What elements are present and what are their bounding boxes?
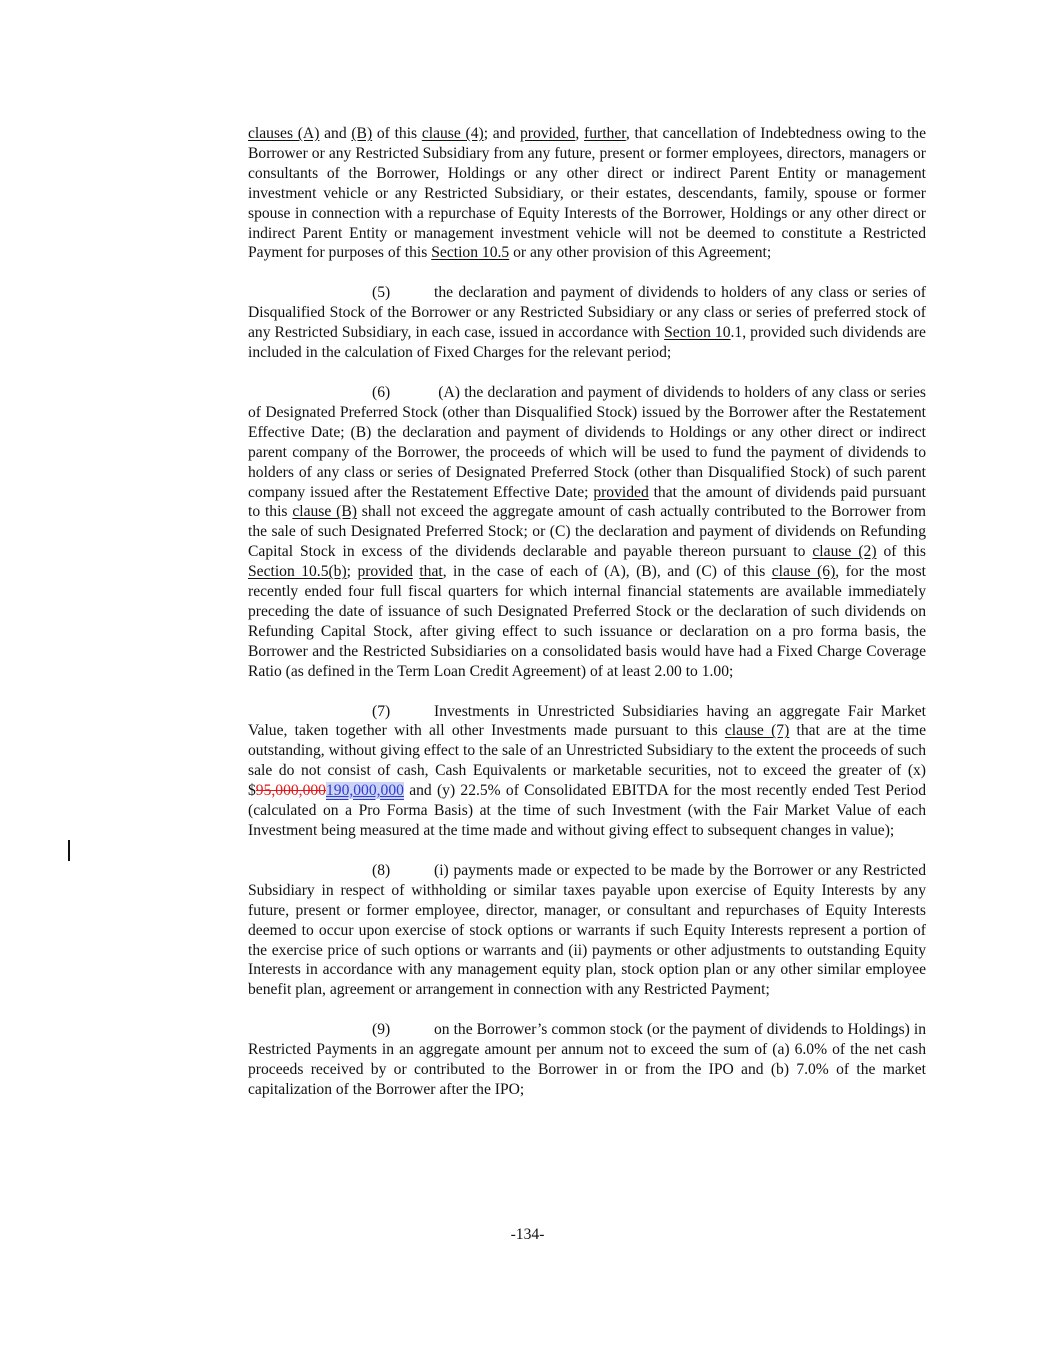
clause-number: (9) — [372, 1021, 391, 1039]
text: and — [319, 125, 352, 142]
text: that are at the time outstanding, without giving effect to the sale of an Unrestricted Subsidiary to the extent the proceeds of such sale do not consist of cash, Cash Equivalents or marketable securities, not to exceed the greater of (x) $ — [248, 722, 927, 800]
text: the declaration and payment of dividends to holders of any class or series of Disqualified Stock of the Borrower or any Restricted Subsidiary or any class or series of preferred stock of any Restricted Subsidiary, in each case, issued in accordance with — [248, 284, 926, 342]
cross-reference: clause (7) — [724, 722, 790, 740]
defined-term: provided — [357, 563, 413, 581]
text: , for the most recently ended four full fiscal quarters for which internal financial statements are available immediately preceding the date of issuance of such Designated Preferred Stock or the declaration of such dividends on Refunding Capital Stock, after giving effect to such issuance or declaration on a pro forma basis, the Borrower and the Restricted Subsidiaries on a consolidated basis would have had a Fixed Charge Coverage Ratio (as defined in the Term Loan Credit Agreement) of at least 2.00 to 1.00; — [248, 563, 927, 680]
paragraph-clause-7 — [248, 702, 926, 841]
text: and (y) 22.5% of Consolidated EBITDA for the most recently ended Test Period (calculated on a Pro Forma Basis) at the time of such Investment (with the Fair Market Value of each Investment being measured at the time made and without giving effect to subsequent changes in value); — [248, 782, 926, 839]
defined-term: provided — [519, 125, 576, 142]
text: .1, provided such dividends are included in the calculation of Fixed Charges for the relevant period; — [248, 324, 926, 362]
cross-reference: clauses (A) — [248, 125, 320, 142]
text: , that cancellation of Indebtedness owing to the Borrower or any Restricted Subsidiary from any future, present or former employees, directors, managers or consultants of the Borrower, Holdings or any other direct or indirect Parent Entity or management investment vehicle or any Restricted Subsidiary, or their estates, descendants, family, spouse or former spouse in connection with a repurchase of Equity Interests of the Borrower, Holdings or any other direct or indirect Parent Entity or management investment vehicle will not be deemed to constitute a Restricted Payment for purposes of this — [248, 125, 927, 262]
text: (i) payments made or expected to be made by the Borrower or any Restricted Subsidiary in respect of withholding or similar taxes payable upon exercise of Equity Interests by any future, present or former employee, director, manager, or consultant and repurchases of Equity Interests deemed to occur upon exercise of stock options or warrants if such Equity Interests represent a portion of the exercise price of such options or warrants and (ii) payments or other adjustments to outstanding Equity Interests in accordance with any management equity plan, stock option plan or any other similar employee benefit plan, agreement or arrangement in connection with any Restricted Payment; — [248, 861, 926, 999]
paragraph-clause-5 — [248, 283, 926, 363]
text: of this — [876, 543, 926, 561]
document-body — [248, 124, 926, 1120]
text: , in the case of each of (A), (B), and (C) of this — [442, 563, 772, 581]
clause-number: (7) — [372, 702, 391, 720]
cross-reference: Section 10.5(b) — [248, 563, 347, 581]
cross-reference: Section 10 — [664, 324, 731, 342]
deleted-amount: 95,000,000 — [255, 782, 326, 800]
inserted-amount: 190,000,000 — [325, 782, 404, 800]
text: on the Borrower’s common stock (or the payment of dividends to Holdings) in Restricted Payments in an aggregate amount per annum not to exceed the sum of (a) 6.0% of the net cash proceeds received by or contributed to the Borrower in or from the IPO and (b) 7.0% of the market capitalization of the Borrower after the IPO; — [248, 1021, 926, 1098]
text: (A) the declaration and payment of dividends to holders of any class or series of Designated Preferred Stock (other than Disqualified Stock) issued by the Borrower after the Restatement Effective Date; (B) the declaration and payment of dividends to Holdings or any other direct or indirect parent company of the Borrower, the proceeds of which will be used to fund the payment of dividends to holders of any class or series of Designated Preferred Stock (other than Disqualified Stock) of such parent company issued after the Restatement Effective Date; — [248, 383, 926, 501]
text: of this — [372, 125, 422, 142]
paragraph-clause-6 — [248, 383, 926, 682]
cross-reference: (B) — [351, 125, 373, 142]
defined-term: that — [419, 563, 443, 581]
clause-number: (8) — [372, 861, 391, 879]
page-number: -134- — [510, 1226, 545, 1243]
text: or any other provision of this Agreement; — [509, 244, 772, 262]
paragraph-clause-4-continuation — [248, 124, 926, 263]
cross-reference: clause (4) — [421, 125, 484, 142]
text: ; — [346, 563, 358, 581]
clause-number: (5) — [372, 284, 391, 302]
cross-reference: Section 10.5 — [431, 244, 510, 262]
paragraph-clause-8 — [248, 861, 926, 1000]
text: shall not exceed the aggregate amount of cash actually contributed to the Borrower from the sale of such Designated Preferred Stock; or (C) the declaration and payment of dividends on Refunding Capital Stock in excess of the dividends declarable and payable thereon pursuant to — [248, 503, 926, 561]
cross-reference: clause (6) — [771, 563, 836, 581]
defined-term: further — [584, 125, 626, 142]
paragraph-clause-9 — [248, 1020, 926, 1100]
revision-change-bar — [68, 840, 70, 861]
text: Investments in Unrestricted Subsidiaries having an aggregate Fair Market Value, taken together with all other Investments made pursuant to this — [248, 702, 926, 740]
defined-term: provided — [593, 483, 649, 501]
cross-reference: clause (2) — [812, 543, 877, 561]
clause-number: (6) — [372, 383, 391, 401]
text: , — [575, 125, 585, 142]
text: ; and — [483, 125, 520, 142]
cross-reference: clause (B) — [292, 503, 357, 521]
text: that the amount of dividends paid pursuant to this — [248, 483, 926, 521]
